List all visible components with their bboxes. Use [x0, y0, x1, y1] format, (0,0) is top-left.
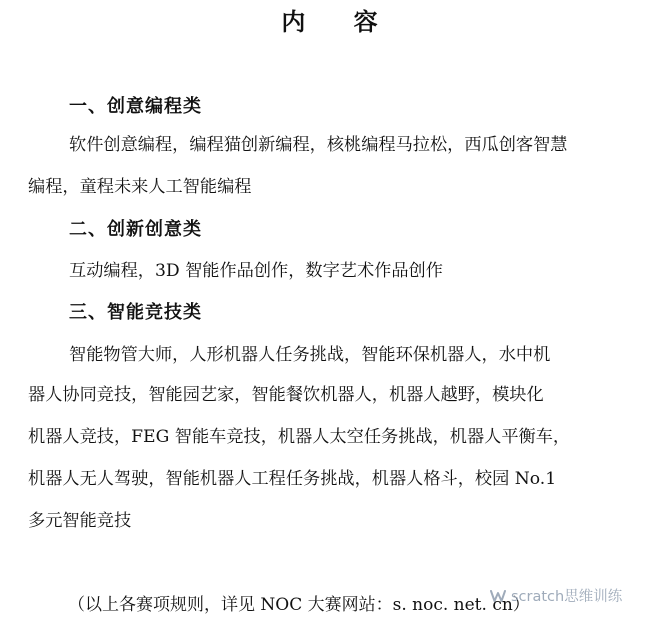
- section-text-line: 机器人竞技，FEG 智能车竞技，机器人太空任务挑战，机器人平衡车，: [28, 427, 571, 447]
- section-heading-innovation-creativity: 二、创新创意类: [69, 219, 202, 240]
- section-text-line: 互动编程，3D 智能作品创作，数字艺术作品创作: [69, 261, 443, 281]
- section-text-line: 多元智能竞技: [28, 511, 132, 531]
- section-heading-intelligent-competition: 三、智能竞技类: [69, 302, 202, 323]
- watermark-text: scratch思维训练: [511, 589, 623, 605]
- section-text-line: 器人协同竞技，智能园艺家，智能餐饮机器人，机器人越野，模块化: [28, 385, 544, 405]
- section-text-line: 编程，童程未来人工智能编程: [28, 177, 252, 197]
- footer-note: （以上各赛项规则，详见 NOC 大赛网站：s. noc. net. cn）: [68, 595, 530, 615]
- section-text-line: 智能物管大师，人形机器人任务挑战，智能环保机器人，水中机: [69, 345, 551, 365]
- page-title: 内 容: [281, 7, 398, 36]
- section-heading-creative-programming: 一、创意编程类: [69, 96, 202, 117]
- section-text-line: 软件创意编程，编程猫创新编程，核桃编程马拉松，西瓜创客智慧: [69, 135, 568, 155]
- wechat-channel-icon: [489, 588, 507, 604]
- watermark: [489, 585, 622, 606]
- section-text-line: 机器人无人驾驶，智能机器人工程任务挑战，机器人格斗，校园 No.1: [28, 469, 557, 489]
